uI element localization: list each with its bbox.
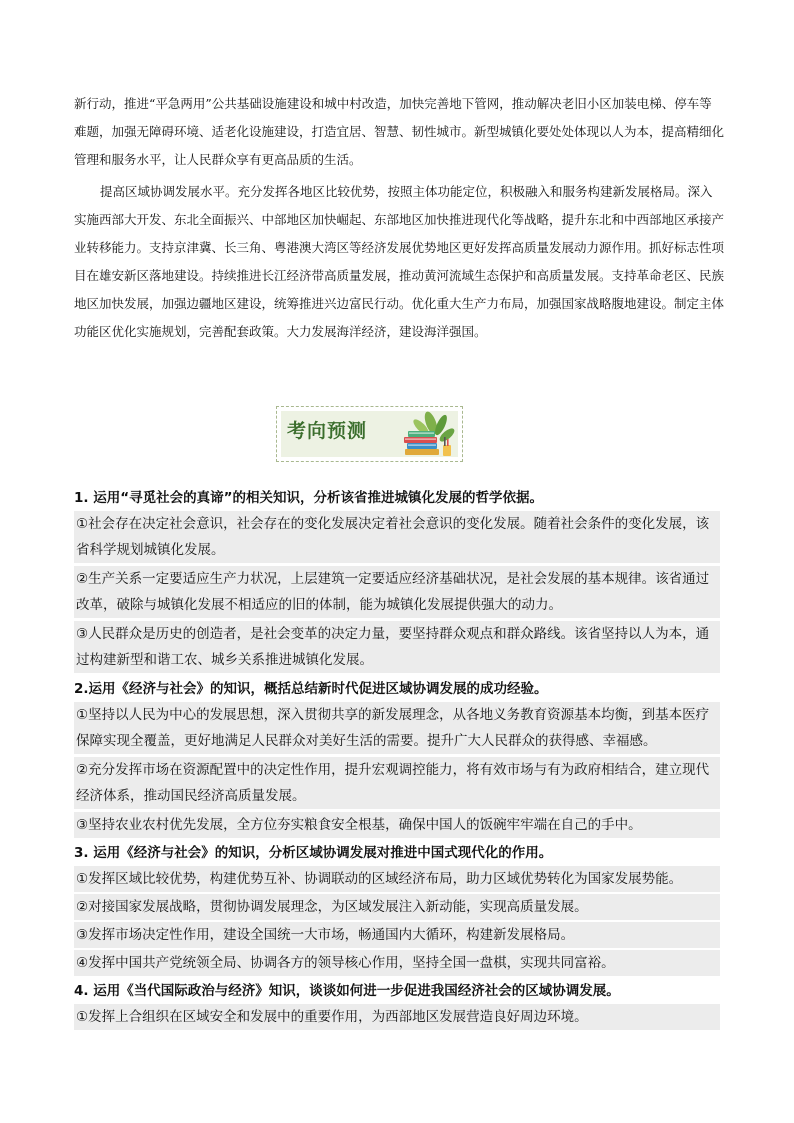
banner-title: 考向预测 — [287, 420, 368, 442]
answer-4-1: ①发挥上合组织在区域安全和发展中的重要作用，为西部地区发展营造良好周边环境。 — [74, 1004, 720, 1030]
answer-3-1: ①发挥区域比较优势，构建优势互补、协调联动的区域经济布局，助力区域优势转化为国家发展势能。 — [74, 866, 720, 892]
question-4: 4. 运用《当代国际政治与经济》知识，谈谈如何进一步促进我国经济社会的区域协调发展。 — [74, 983, 620, 999]
question-2: 2.运用《经济与社会》的知识，概括总结新时代促进区域协调发展的成功经验。 — [74, 681, 548, 697]
answer-2-3: ③坚持农业农村优先发展，全方位夯实粮食安全根基，确保中国人的饭碗牢牢端在自己的手中。 — [74, 812, 720, 838]
answer-3-2: ②对接国家发展战略，贯彻协调发展理念，为区域发展注入新动能，实现高质量发展。 — [74, 894, 720, 920]
answer-3-4: ④发挥中国共产党统领全局、协调各方的领导核心作用，坚持全国一盘棋，实现共同富裕。 — [74, 950, 720, 976]
answer-1-2: ②生产关系一定要适应生产力状况，上层建筑一定要适应经济基础状况，是社会发展的基本规律。该省通过改革，破除与城镇化发展不相适应的旧的体制，能为城镇化发展提供强大的动力。 — [74, 566, 720, 618]
body-paragraph-2: 提高区域协调发展水平。充分发挥各地区比较优势，按照主体功能定位，积极融入和服务构建新发展格局。深入实施西部大开发、东北全面振兴、中部地区加快崛起、东部地区加快推进现代化等战略，提升东北和中西部地区承接产业转移能力。支持京津冀、长三角、粤港澳大湾区等经济发展优势地区更好发挥高质量发展动力源作用。抓好标志性项目在雄安新区落地建设。持续推进长江经济带高质量发展，推动黄河流域生态保护和高质量发展。支持革命老区、民族地区加快发展，加强边疆地区建设，统筹推进兴边富民行动。优化重大生产力布局，加强国家战略腹地建设。制定主体功能区优化实施规划，完善配套政策。大力发展海洋经济，建设海洋强国。 — [74, 184, 725, 339]
question-3: 3. 运用《经济与社会》的知识，分析区域协调发展对推进中国式现代化的作用。 — [74, 845, 553, 861]
body-paragraph-1: 新行动，推进“平急两用”公共基础设施建设和城中村改造，加快完善地下管网，推动解决老旧小区加装电梯、停车等难题，加强无障碍环境、适老化设施建设，打造宜居、智慧、韧性城市。新型城镇化要处处体现以人为本，提高精细化管理和服务水平，让人民群众享有更高品质的生活。 — [74, 96, 725, 167]
question-answer-section — [74, 485, 720, 1033]
books-plant-icon — [391, 409, 457, 461]
answer-2-2: ②充分发挥市场在资源配置中的决定性作用，提升宏观调控能力，将有效市场与有为政府相结合，建立现代经济体系，推动国民经济高质量发展。 — [74, 757, 720, 809]
answer-2-1: ①坚持以人民为中心的发展思想，深入贯彻共享的新发展理念，从各地义务教育资源基本均衡，到基本医疗保障实现全覆盖，更好地满足人民群众对美好生活的需要。提升广大人民群众的获得感、幸福感。 — [74, 702, 720, 754]
answer-1-1: ①社会存在决定社会意识，社会存在的变化发展决定着社会意识的变化发展。随着社会条件的变化发展，该省科学规划城镇化发展。 — [74, 511, 720, 563]
answer-1-3: ③人民群众是历史的创造者，是社会变革的决定力量，要坚持群众观点和群众路线。该省坚持以人为本，通过构建新型和谐工农、城乡关系推进城镇化发展。 — [74, 621, 720, 673]
answer-3-3: ③发挥市场决定性作用，建设全国统一大市场，畅通国内大循环，构建新发展格局。 — [74, 922, 720, 948]
question-1: 1. 运用“寻觅社会的真谛”的相关知识，分析该省推进城镇化发展的哲学依据。 — [74, 490, 543, 506]
section-banner — [276, 406, 463, 462]
